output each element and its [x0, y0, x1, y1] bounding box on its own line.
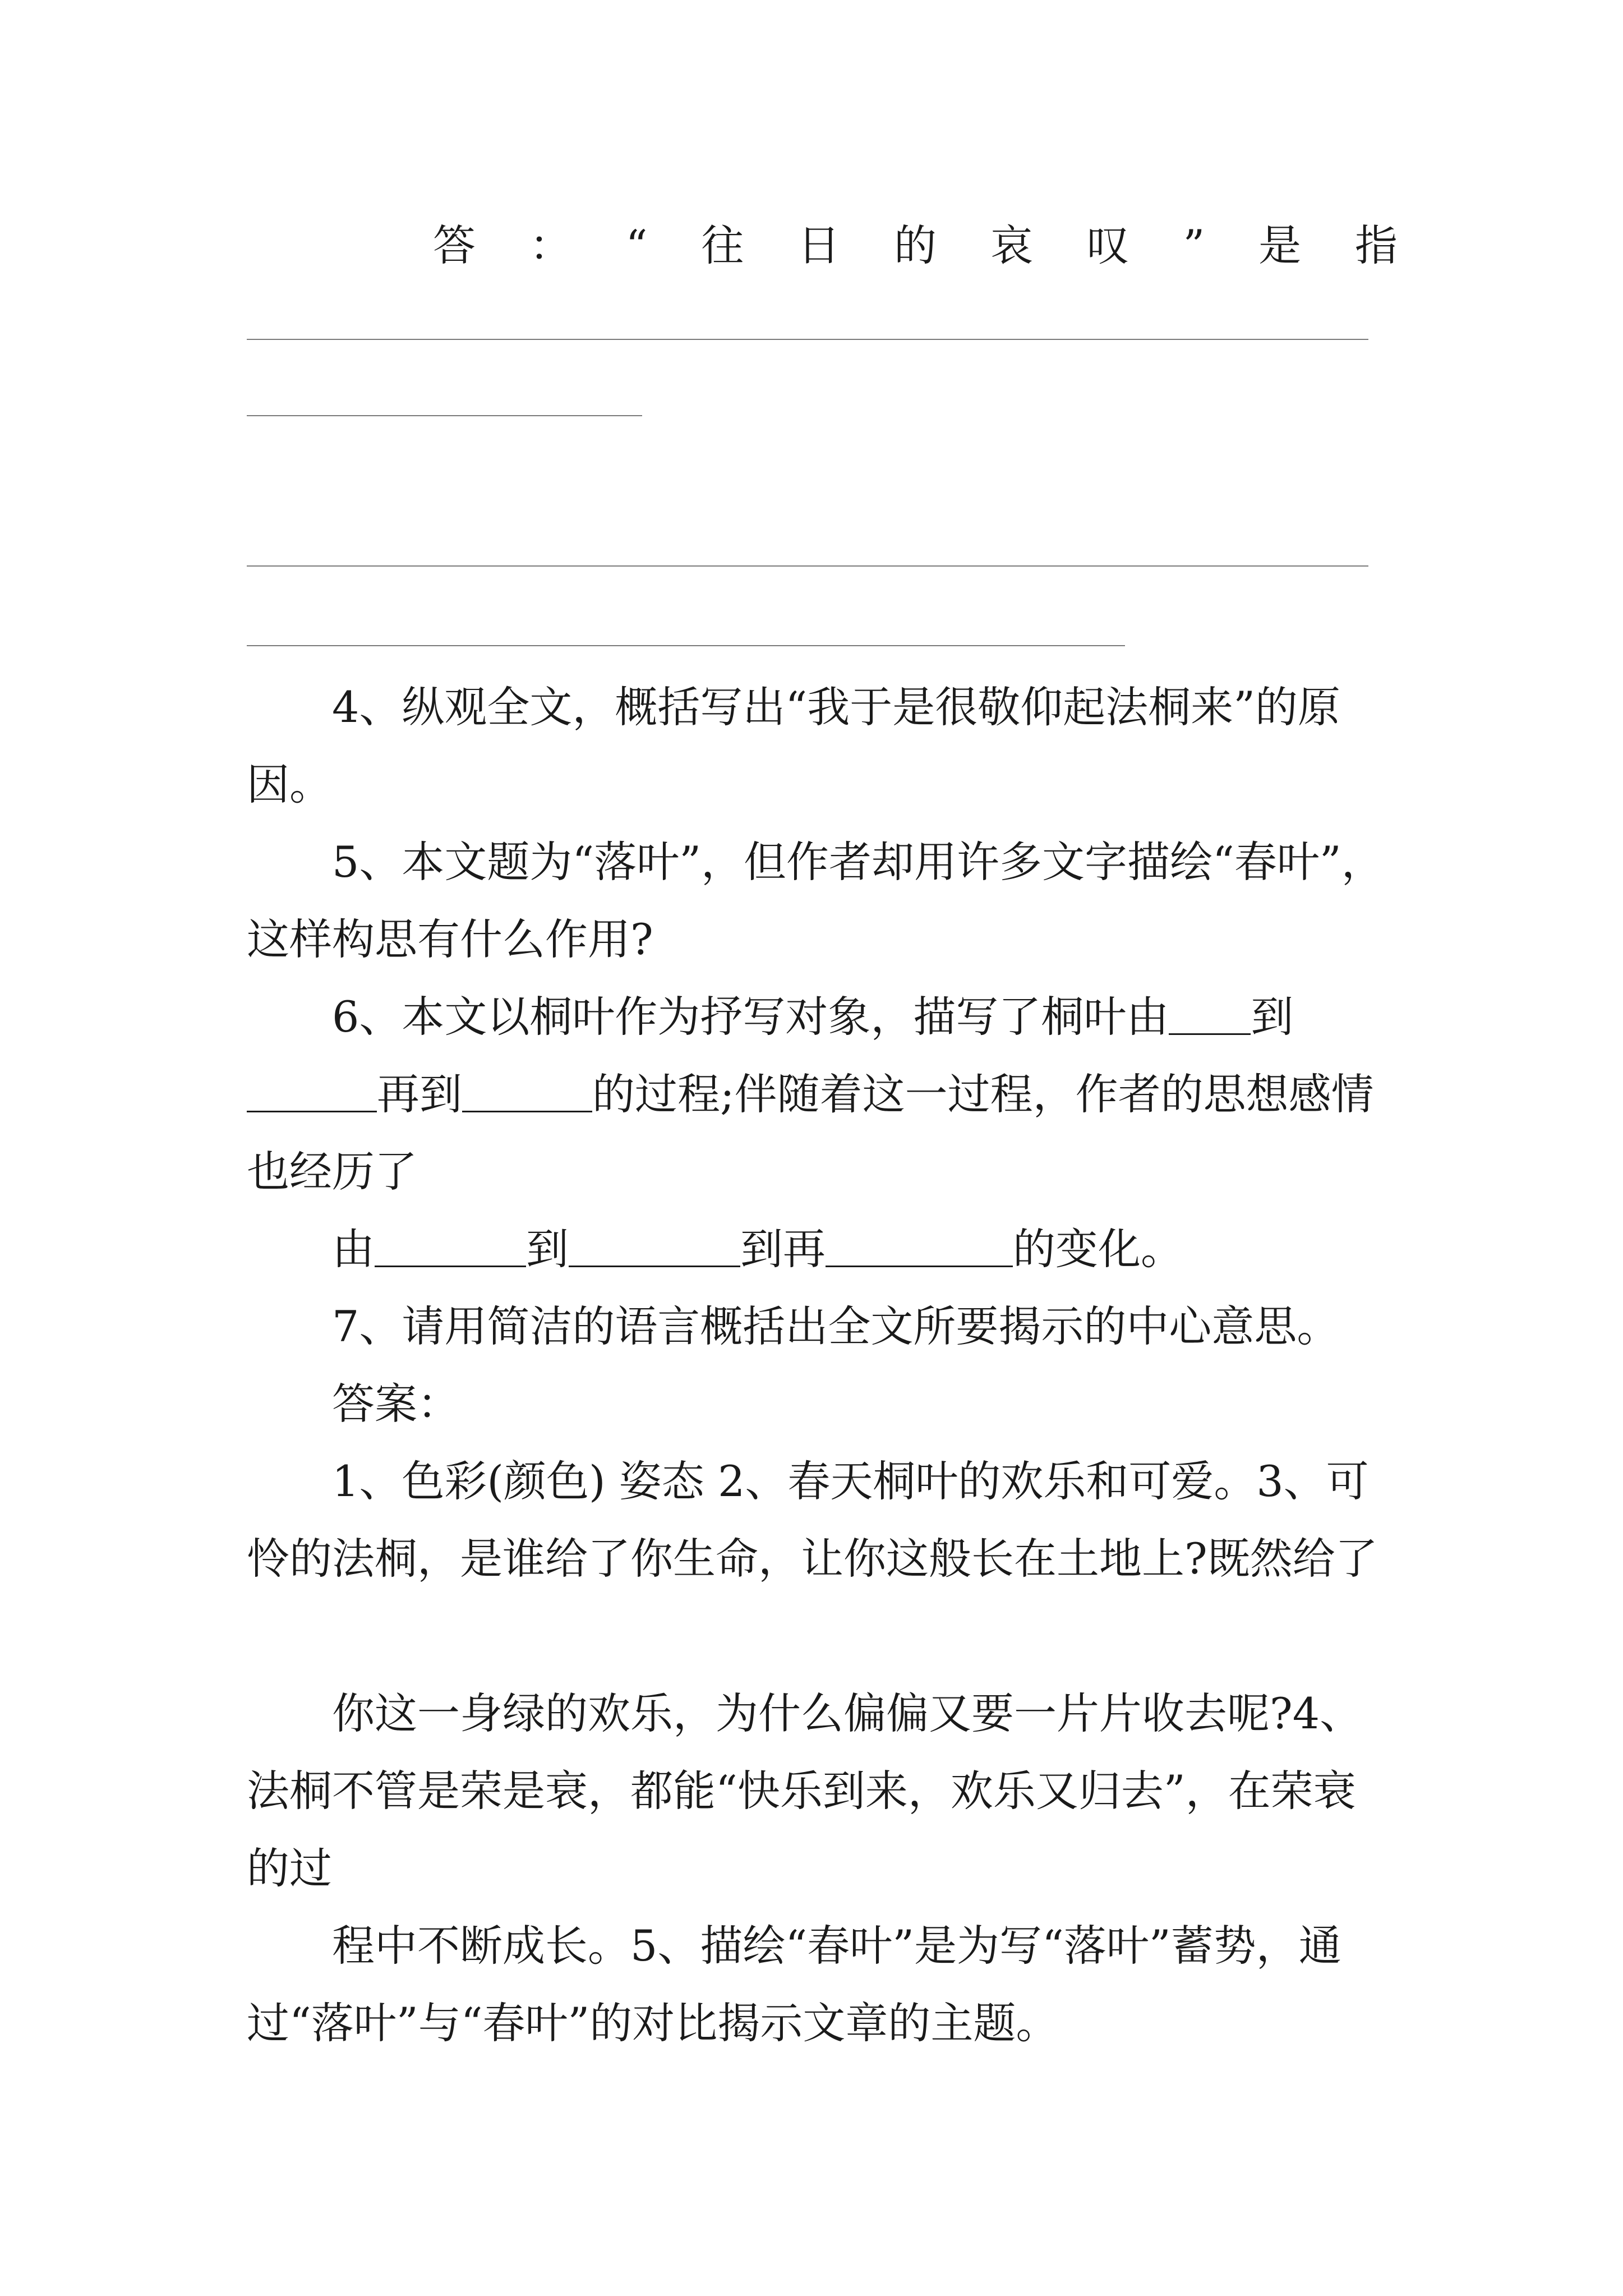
- answer-char: “: [625, 220, 648, 270]
- question-7: 7、请用简洁的语言概括出全文所要揭示的中心意思。: [332, 1301, 1340, 1351]
- question-6-text: 到: [1251, 992, 1294, 1042]
- answer-rule: [247, 415, 642, 416]
- answer-char: ”: [1183, 220, 1205, 270]
- question-5: 5、本文题为“落叶”，但作者却用许多文字描绘“春叶”，这样构思有什么作用?: [247, 837, 1384, 964]
- fill-blank[interactable]: [462, 1071, 592, 1112]
- fill-blank[interactable]: [1169, 994, 1251, 1035]
- fill-blank[interactable]: [569, 1226, 740, 1267]
- answer-rule: [247, 565, 1368, 567]
- question-6-text: 6、本文以桐叶作为抒写对象，描写了桐叶由: [332, 992, 1169, 1042]
- question-6-text: 到: [526, 1224, 569, 1274]
- question-6-text: 由: [332, 1224, 375, 1274]
- answer-prompt-line: [433, 218, 1398, 274]
- question-6-line-2: [247, 1056, 1391, 1211]
- answer-rule: [247, 645, 1125, 646]
- answer-char: 是: [1258, 220, 1302, 270]
- answer-paragraph-3: 程中不断成长。5、描绘“春叶”是为写“落叶”蓄势，通过“落叶”与“春叶”的对比揭示文章的主题。: [247, 1921, 1341, 2048]
- question-4: 4、纵观全文，概括写出“我于是很敬仰起法桐来”的原因。: [247, 682, 1341, 809]
- answer-paragraph-2: 你这一身绿的欢乐，为什么偏偏又要一片片收去呢?4、法桐不管是荣是衰，都能“快乐到来，欢乐又归去”，在荣衰的过: [247, 1688, 1363, 1893]
- answer-char: 往: [701, 220, 744, 270]
- answer-char: 答: [433, 220, 476, 270]
- answer-char: 日: [797, 220, 841, 270]
- fill-blank[interactable]: [826, 1226, 1013, 1267]
- question-6-text: 的变化。: [1013, 1224, 1183, 1274]
- fill-blank[interactable]: [375, 1226, 526, 1267]
- answer-rule: [247, 339, 1368, 340]
- question-6-text: 到再: [740, 1224, 826, 1274]
- answer-char: ：: [529, 220, 572, 270]
- answers-heading: 答案：: [332, 1379, 460, 1429]
- fill-blank[interactable]: [247, 1071, 377, 1112]
- question-6-line-3: [332, 1211, 1183, 1288]
- answer-char: 叹: [1086, 220, 1129, 270]
- question-6-text: 再到: [377, 1069, 462, 1119]
- answer-char: 哀: [990, 220, 1033, 270]
- answer-paragraph-1: 1、色彩(颜色) 姿态 2、春天桐叶的欢乐和可爱。3、可怜的法桐，是谁给了你生命，让你这般长在土地上?既然给了: [247, 1456, 1378, 1584]
- question-6-text: 的过程;伴随着这一过程，作者的思想感情也经历了: [247, 1069, 1374, 1197]
- answer-char: 指: [1355, 220, 1398, 270]
- question-6-line-1: [332, 978, 1293, 1056]
- answer-char: 的: [894, 220, 937, 270]
